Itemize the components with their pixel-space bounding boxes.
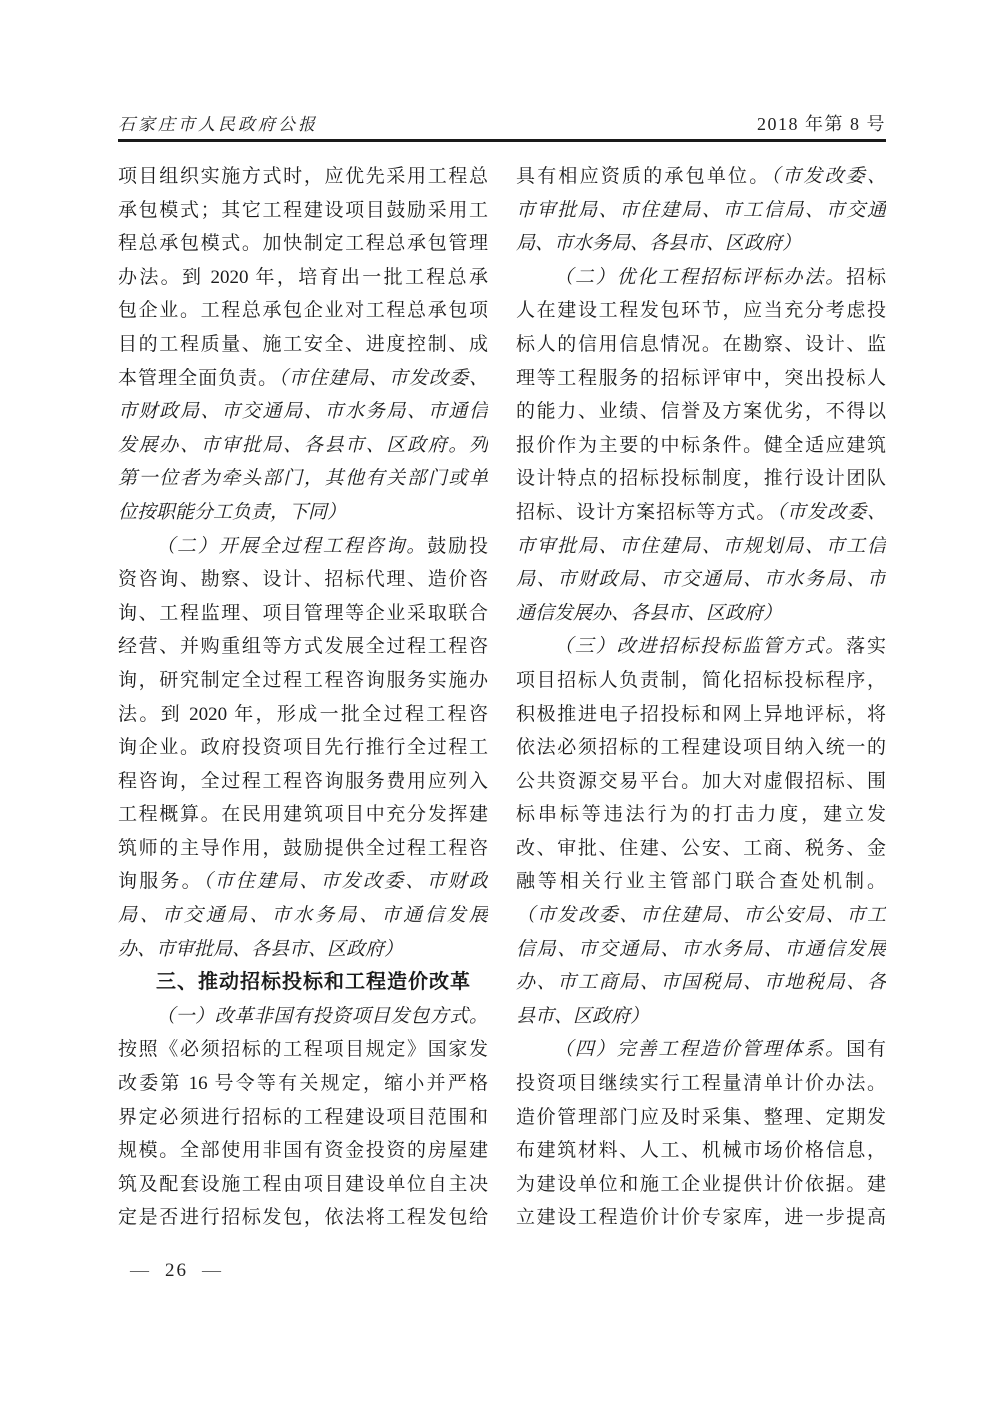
text-line	[118, 597, 488, 631]
text-line	[118, 194, 488, 228]
text-segment: 积极推进电子招投标和网上异地评标，将	[516, 703, 886, 725]
text-segment: 设计特点的招标投标制度，推行设计团队	[516, 468, 886, 490]
text-line	[118, 731, 488, 765]
text-line	[118, 798, 488, 832]
text-segment: 公共资源交易平台。加大对虚假招标、围	[516, 770, 886, 792]
text-line	[516, 227, 886, 261]
text-segment: 落实	[846, 636, 886, 658]
text-segment: 三、推动招标投标和工程造价改革	[156, 971, 471, 994]
text-line	[118, 462, 488, 496]
text-line	[516, 899, 886, 933]
text-segment: 发展办、市审批局、各县市、区政府。列	[118, 434, 488, 456]
text-line	[118, 160, 488, 194]
text-line	[516, 664, 886, 698]
text-segment: 通信发展办、各县市、区政府）	[516, 602, 783, 624]
text-segment: 包企业。工程总承包企业对工程总承包项	[118, 300, 488, 322]
text-line	[118, 899, 488, 933]
text-line	[516, 563, 886, 597]
text-segment: 程咨询，全过程工程咨询服务费用应列入	[118, 770, 488, 792]
text-segment: 立建设工程造价计价专家库，进一步提高	[516, 1207, 886, 1229]
text-line	[516, 865, 886, 899]
text-line	[516, 698, 886, 732]
text-segment: （三）改进招标投标监管方式。	[554, 636, 847, 658]
text-segment: 项目招标人负责制，简化招标投标程序，	[516, 669, 886, 691]
text-segment: 询、工程监理、项目管理等企业采取联合	[118, 602, 488, 624]
text-segment: 规模。全部使用非国有资金投资的房屋建	[118, 1140, 488, 1162]
text-line	[118, 1067, 488, 1101]
text-segment: 标人的信用信息情况。在勘察、设计、监	[516, 333, 886, 355]
text-segment: 报价作为主要的中标条件。健全适应建筑	[516, 434, 886, 456]
text-line	[516, 294, 886, 328]
text-line	[516, 966, 886, 1000]
text-segment: 位按职能分工负责，下同）	[118, 501, 347, 523]
text-line	[118, 395, 488, 429]
text-line	[118, 765, 488, 799]
text-segment: 询企业。政府投资项目先行推行全过程工	[118, 737, 488, 759]
text-segment: 市审批局、市住建局、市工信局、市交通	[516, 199, 886, 221]
text-line	[118, 1101, 488, 1135]
text-line	[118, 1201, 488, 1235]
article-body	[118, 160, 886, 1235]
text-segment: 招标	[846, 266, 886, 288]
header-rule	[118, 139, 886, 142]
text-segment: 为建设单位和施工企业提供计价依据。建	[516, 1173, 886, 1195]
text-line	[118, 832, 488, 866]
text-segment: 鼓励投	[427, 535, 488, 557]
text-segment: 市财政局、市交通局、市水务局、市通信	[118, 401, 488, 423]
text-segment: 按照《必须招标的工程项目规定》国家发	[118, 1039, 488, 1061]
text-segment: 询，研究制定全过程工程咨询服务实施办	[118, 669, 488, 691]
text-line	[118, 933, 488, 967]
text-segment: 程总承包模式。加快制定工程总承包管理	[118, 233, 488, 255]
text-segment: 布建筑材料、人工、机械市场价格信息，	[516, 1140, 886, 1162]
text-segment: （市发改委、	[770, 166, 886, 187]
text-segment: 办、市工商局、市国税局、市地税局、各	[516, 972, 886, 994]
text-line	[118, 865, 488, 899]
text-segment: 第一位者为牵头部门，其他有关部门或单	[118, 468, 488, 490]
text-segment: 工程概算。在民用建筑项目中充分发挥建	[118, 804, 488, 826]
text-segment: 依法必须招标的工程建设项目纳入统一的	[516, 737, 886, 759]
text-segment: 改委第 16 号令等有关规定，缩小并严格	[118, 1073, 488, 1095]
text-segment: 局、市财政局、市交通局、市水务局、市	[516, 569, 886, 591]
text-line	[118, 530, 488, 564]
text-segment: 承包模式；其它工程建设项目鼓励采用工	[118, 199, 488, 221]
text-line	[516, 731, 886, 765]
publication-title: 石家庄市人民政府公报	[118, 115, 318, 134]
text-segment: 筑及配套设施工程由项目建设单位自主决	[118, 1173, 488, 1195]
text-segment: （市住建局、市发改委、	[278, 367, 488, 389]
text-segment: 项目组织实施方式时，应优先采用工程总	[118, 166, 488, 187]
text-segment: 理等工程服务的招标评审中，突出投标人	[516, 367, 886, 389]
text-line	[516, 933, 886, 967]
page-footer	[130, 1260, 223, 1282]
text-segment: 融等相关行业主管部门联合查处机制。	[516, 871, 886, 893]
text-line	[516, 832, 886, 866]
text-segment: 资咨询、勘察、设计、招标代理、造价咨	[118, 569, 488, 591]
text-segment: 法。到 2020 年，形成一批全过程工程咨	[118, 703, 488, 725]
text-line	[118, 1168, 488, 1202]
text-segment: （二）优化工程招标评标办法。	[554, 266, 847, 288]
text-segment: 标串标等违法行为的打击力度，建立发	[516, 804, 886, 826]
text-segment: 局、市水务局、各县市、区政府）	[516, 233, 802, 255]
text-segment: 国有	[846, 1039, 886, 1061]
text-segment: 的能力、业绩、信誉及方案优劣，不得以	[516, 401, 886, 423]
text-segment: （二）开展全过程工程咨询。	[156, 535, 428, 557]
text-line	[516, 798, 886, 832]
text-line	[516, 1000, 886, 1034]
text-segment: 县市、区政府）	[516, 1005, 650, 1027]
page-header	[118, 110, 886, 136]
text-segment: 投资项目继续实行工程量清单计价办法。	[516, 1073, 886, 1095]
left-column	[118, 160, 488, 1235]
text-line	[516, 160, 886, 194]
text-segment: 造价管理部门应及时采集、整理、定期发	[516, 1106, 886, 1128]
text-line	[118, 362, 488, 396]
text-line	[516, 362, 886, 396]
text-line	[118, 496, 488, 530]
text-line	[516, 1134, 886, 1168]
text-line	[516, 429, 886, 463]
text-segment: 人在建设工程发包环节，应当充分考虑投	[516, 300, 886, 322]
text-segment: 局、市交通局、市水务局、市通信发展	[118, 905, 488, 927]
text-line	[516, 395, 886, 429]
text-line	[516, 530, 886, 564]
text-segment: （四）完善工程造价管理体系。	[554, 1039, 847, 1061]
text-segment: 改、审批、住建、公安、工商、税务、金	[516, 837, 886, 859]
text-segment: 定是否进行招标发包，依法将工程发包给	[118, 1207, 488, 1229]
text-line	[516, 328, 886, 362]
text-line	[118, 698, 488, 732]
text-line	[118, 328, 488, 362]
text-line	[118, 630, 488, 664]
text-line	[118, 1033, 488, 1067]
text-line	[118, 1000, 488, 1034]
text-segment: 界定必须进行招标的工程建设项目范围和	[118, 1106, 488, 1128]
text-line	[516, 597, 886, 631]
text-line	[516, 1201, 886, 1235]
text-line	[516, 496, 886, 530]
text-segment: 办、市审批局、各县市、区政府）	[118, 938, 404, 960]
text-segment: （一）改革非国有投资项目发包方式。	[156, 1005, 488, 1027]
text-segment: 经营、并购重组等方式发展全过程工程咨	[118, 636, 488, 658]
page-number: 26	[165, 1260, 188, 1281]
right-column	[516, 160, 886, 1235]
text-line	[516, 1067, 886, 1101]
text-line	[516, 630, 886, 664]
text-line	[516, 194, 886, 228]
text-line	[118, 664, 488, 698]
text-line	[118, 261, 488, 295]
text-line	[118, 563, 488, 597]
text-line	[516, 462, 886, 496]
text-line	[118, 429, 488, 463]
footer-left-dash: —	[130, 1260, 151, 1281]
text-line	[118, 227, 488, 261]
text-segment: 市审批局、市住建局、市规划局、市工信	[516, 535, 886, 557]
text-segment: （市发改委、市住建局、市公安局、市工	[516, 905, 886, 927]
text-segment: 筑师的主导作用，鼓励提供全过程工程咨	[118, 837, 488, 859]
text-segment: （市发改委、	[776, 501, 886, 523]
issue-number: 2018 年第 8 号	[757, 114, 886, 134]
text-segment: 询服务。	[118, 871, 203, 893]
text-line	[118, 294, 488, 328]
text-segment: 招标、设计方案招标等方式。	[516, 501, 777, 523]
text-line	[516, 1101, 886, 1135]
text-line	[118, 1134, 488, 1168]
text-line	[516, 261, 886, 295]
text-line	[516, 765, 886, 799]
text-segment: 信局、市交通局、市水务局、市通信发展	[516, 938, 886, 960]
text-segment: 办法。到 2020 年，培育出一批工程总承	[118, 266, 488, 288]
text-line	[516, 1168, 886, 1202]
text-segment: 目的工程质量、施工安全、进度控制、成	[118, 333, 488, 355]
text-line	[118, 966, 488, 1000]
footer-right-dash: —	[202, 1260, 223, 1281]
text-segment: 具有相应资质的承包单位。	[516, 166, 771, 187]
text-segment: （市住建局、市发改委、市财政	[202, 871, 488, 893]
text-segment: 本管理全面负责。	[118, 367, 279, 389]
text-line	[516, 1033, 886, 1067]
